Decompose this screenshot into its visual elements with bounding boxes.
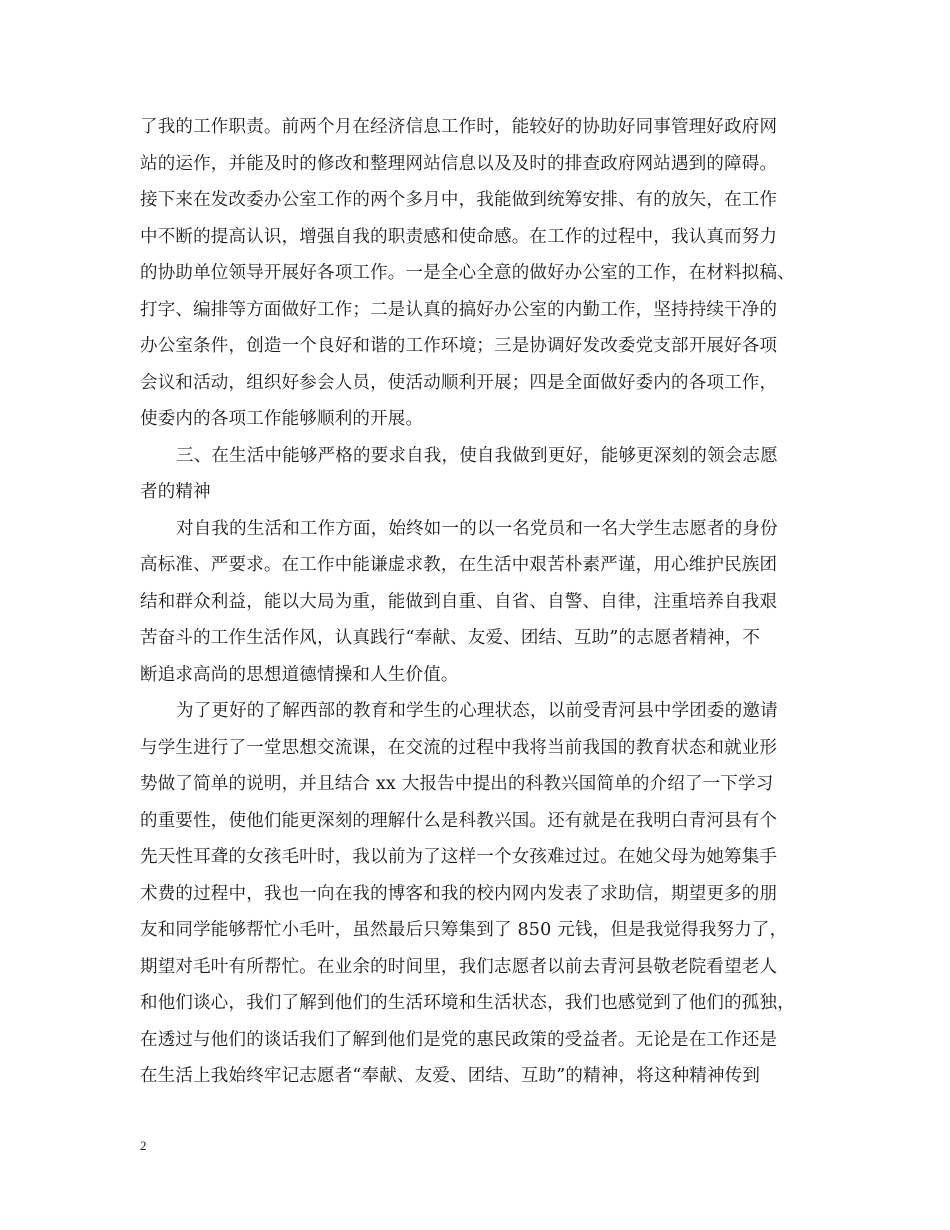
text-line: 与学生进行了一堂思想交流课，在交流的过程中我将当前我国的教育状态和就业形 xyxy=(140,737,778,758)
text-line: 术费的过程中，我也一向在我的博客和我的校内网内发表了求助信，期望更多的朋 xyxy=(140,883,778,904)
section-heading-line: 三、在生活中能够严格的要求自我，使自我做到更好，能够更深刻的领会志愿 xyxy=(176,445,778,466)
text-line: 打字、编排等方面做好工作；二是认真的搞好办公室的内勤工作，坚持持续干净的 xyxy=(140,299,778,320)
text-line: 站的运作，并能及时的修改和整理网站信息以及及时的排查政府网站遇到的障碍。 xyxy=(140,153,778,174)
text-line: 接下来在发改委办公室工作的两个多月中，我能做到统筹安排、有的放矢，在工作 xyxy=(140,190,778,210)
text-line: 苦奋斗的工作生活作风，认真践行“奉献、友爱、团结、互助”的志愿者精神，不 xyxy=(140,628,761,648)
text-line: 为了更好的了解西部的教育和学生的心理状态，以前受青河县中学团委的邀请 xyxy=(176,701,778,721)
text-line: 的协助单位领导开展好各项工作。一是全心全意的做好办公室的工作，在材料拟稿、 xyxy=(140,263,795,283)
text-line: 势做了简单的说明，并且结合 xx 大报告中提出的科教兴国简单的介绍了一下学习 xyxy=(140,774,774,794)
text-line: 中不断的提高认识，增强自我的职责感和使命感。在工作的过程中，我认真而努力 xyxy=(140,226,778,247)
text-line: 高标准、严要求。在工作中能谦虚求教，在生活中艰苦朴素严谨，用心维护民族团 xyxy=(140,555,778,575)
page-number: 2 xyxy=(140,1138,147,1153)
text-line: 办公室条件，创造一个良好和谐的工作环境；三是协调好发改委党支部开展好各项 xyxy=(140,336,778,356)
text-line: 结和群众利益，能以大局为重，能做到自重、自省、自警、自律，注重培养自我艰 xyxy=(140,591,778,612)
text-line: 的重要性，使他们能更深刻的理解什么是科教兴国。还有就是在我明白青河县有个 xyxy=(140,810,778,831)
text-line: 和他们谈心，我们了解到他们的生活环境和生活状态，我们也感觉到了他们的孤独， xyxy=(140,993,795,1013)
text-line: 使委内的各项工作能够顺利的开展。 xyxy=(140,409,424,429)
text-line: 友和同学能够帮忙小毛叶，虽然最后只筹集到了 850 元钱，但是我觉得我努力了， xyxy=(140,920,788,940)
body-text xyxy=(140,109,820,1095)
text-line: 了我的工作职责。前两个月在经济信息工作时，能较好的协助好同事管理好政府网 xyxy=(140,117,778,137)
text-line: 先天性耳聋的女孩毛叶时，我以前为了这样一个女孩难过过。在她父母为她筹集手 xyxy=(140,847,778,867)
text-line: 在透过与他们的谈话我们了解到他们是党的惠民政策的受益者。无论是在工作还是 xyxy=(140,1029,778,1050)
text-line: 断追求高尚的思想道德情操和人生价值。 xyxy=(140,664,459,685)
text-line: 对自我的生活和工作方面，始终如一的以一名党员和一名大学生志愿者的身份 xyxy=(176,518,778,539)
text-line: 在生活上我始终牢记志愿者“奉献、友爱、团结、互助”的精神，将这种精神传到 xyxy=(140,1066,761,1086)
text-line: 会议和活动，组织好参会人员，使活动顺利开展；四是全面做好委内的各项工作， xyxy=(140,372,778,393)
section-heading-line: 者的精神 xyxy=(140,482,211,502)
text-line: 期望对毛叶有所帮忙。在业余的时间里，我们志愿者以前去青河县敬老院看望老人 xyxy=(140,956,778,977)
